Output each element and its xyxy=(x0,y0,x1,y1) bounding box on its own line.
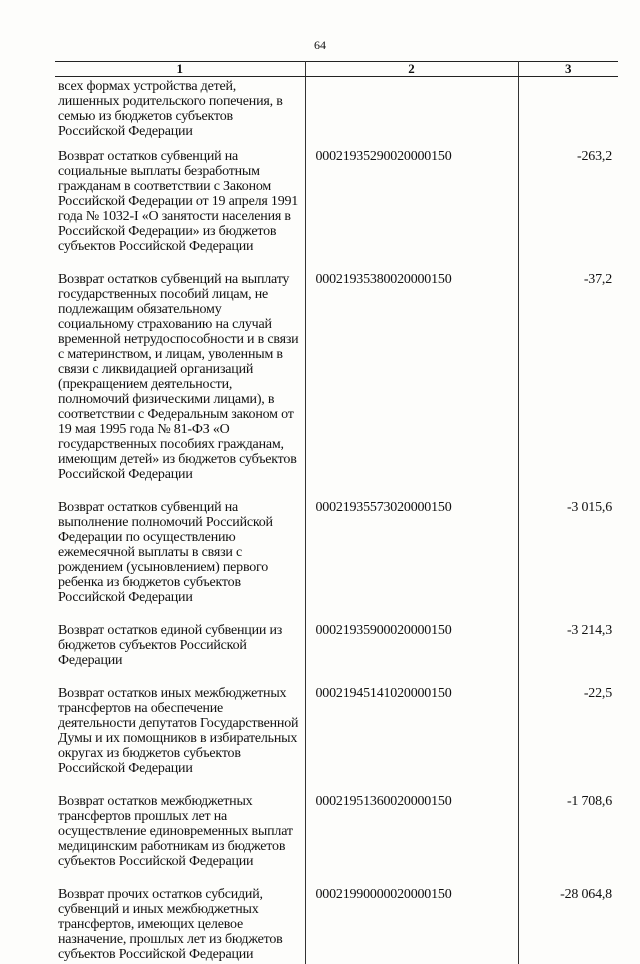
row-code: 00021935290020000150 xyxy=(305,149,518,272)
table-row xyxy=(55,794,618,887)
table-row xyxy=(55,149,618,272)
row-description: Возврат остатков межбюджетных трансфертов прошлых лет на осуществление единовременных выплат медицинским работникам из бюджетов субъектов Российской Федерации xyxy=(55,794,305,887)
row-description: Возврат остатков субвенций на выплату государственных пособий лицам, не подлежащим обязательному социальному страхованию на случай временной нетрудоспособности и в связи с материнством, и лицам, уволенным в связи с ликвидацией организаций (прекращением деятельности, полномочий физическими лицами), в соответствии с Федеральным законом от 19 мая 1995 года № 81-ФЗ «О государственных пособиях гражданам, имеющим детей» из бюджетов субъектов Российской Федерации xyxy=(55,272,305,500)
row-description: всех формах устройства детей, лишенных родительского попечения, в семью из бюджетов субъектов Российской Федерации xyxy=(55,77,305,150)
row-description: Возврат остатков субвенций на выполнение полномочий Российской Федерации по осуществлению ежемесячной выплаты в связи с рождением (усыновлением) первого ребенка из бюджетов субъектов Российской Федерации xyxy=(55,500,305,623)
column-header-1: 1 xyxy=(55,62,305,77)
row-amount: -3 214,3 xyxy=(566,623,612,638)
row-code: 00021990000020000150 xyxy=(305,887,518,964)
row-amount: -263,2 xyxy=(577,149,612,164)
budget-table xyxy=(55,61,618,964)
column-header-2: 2 xyxy=(305,62,518,77)
table-row xyxy=(55,500,618,623)
row-amount: -37,2 xyxy=(583,272,612,287)
row-description: Возврат остатков иных межбюджетных трансфертов на обеспечение деятельности депутатов Государственной Думы и их помощников в избирательных округах из бюджетов субъектов Российской Федерации xyxy=(55,686,305,794)
column-header-3: 3 xyxy=(518,62,618,77)
table-row xyxy=(55,686,618,794)
row-description: Возврат остатков единой субвенции из бюджетов субъектов Российской Федерации xyxy=(55,623,305,686)
table-row xyxy=(55,887,618,964)
row-amount: -28 064,8 xyxy=(560,887,612,902)
table-row xyxy=(55,623,618,686)
row-code: 00021935573020000150 xyxy=(305,500,518,623)
row-code: 00021935380020000150 xyxy=(305,272,518,500)
row-amount: -3 015,6 xyxy=(566,500,612,515)
row-amount xyxy=(518,77,618,150)
page-number: 64 xyxy=(314,38,326,52)
row-code: 00021945141020000150 xyxy=(305,686,518,794)
row-code: 00021951360020000150 xyxy=(305,794,518,887)
row-amount: -22,5 xyxy=(583,686,612,701)
table-row xyxy=(55,272,618,500)
row-description: Возврат остатков субвенций на социальные выплаты безработным гражданам в соответствии с Законом Российской Федерации от 19 апреля 1991 года № 1032-I «О занятости населения в Российской Федерации» из бюджетов субъектов Российской Федерации xyxy=(55,149,305,272)
row-description: Возврат прочих остатков субсидий, субвенций и иных межбюджетных трансфертов, имеющих целевое назначение, прошлых лет из бюджетов субъектов Российской Федерации xyxy=(55,887,305,964)
row-amount: -1 708,6 xyxy=(566,794,612,809)
table-row xyxy=(55,77,618,150)
row-code: 00021935900020000150 xyxy=(305,623,518,686)
row-code xyxy=(305,77,518,150)
table-header-row xyxy=(55,62,618,77)
